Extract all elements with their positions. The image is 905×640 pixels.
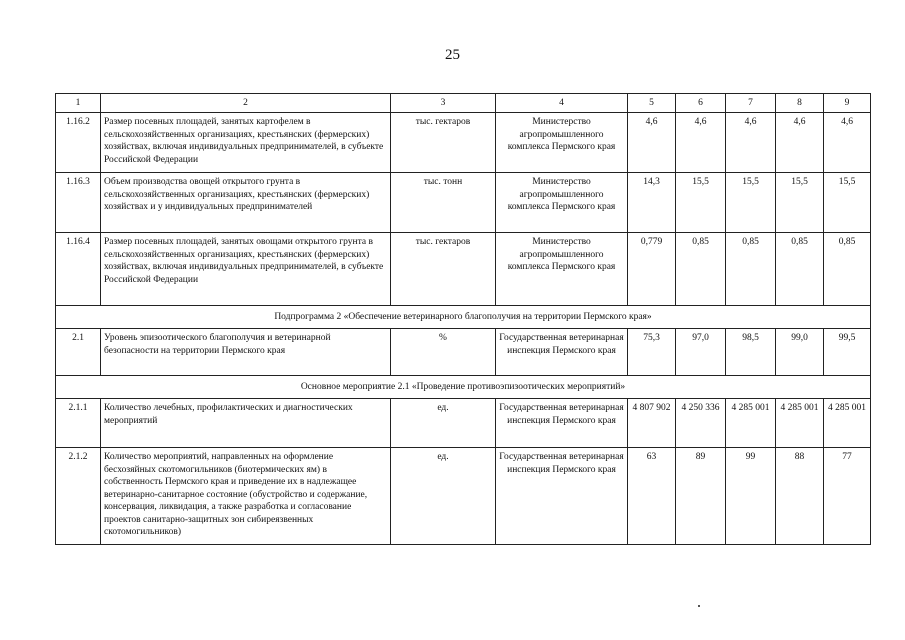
value-col8: 4,6 [776,113,824,173]
value-col9: 99,5 [824,329,871,376]
value-col9: 4 285 001 [824,399,871,448]
responsible-org: Министерство агропромышленного комплекса Пермского края [496,233,628,306]
header-cell: 6 [676,94,726,113]
indicator-name: Размер посевных площадей, занятых овощами открытого грунта в сельскохозяйственных организациях, крестьянских (фермерских) хозяйствах, включая индивидуальных предпринимателей, в субъекте Российской Федерации [101,233,391,306]
value-col5: 4 807 902 [628,399,676,448]
scan-speck [698,605,700,607]
value-col6: 0,85 [676,233,726,306]
value-col6: 89 [676,448,726,545]
table-row [56,329,871,376]
value-col7: 99 [726,448,776,545]
responsible-org: Министерство агропромышленного комплекса Пермского края [496,173,628,233]
unit: % [391,329,496,376]
value-col6: 4,6 [676,113,726,173]
section-heading-row [56,306,871,329]
value-col8: 99,0 [776,329,824,376]
unit: тыс. гектаров [391,233,496,306]
header-cell: 3 [391,94,496,113]
main-activity-heading: Основное мероприятие 2.1 «Проведение противоэпизоотических мероприятий» [56,376,871,399]
header-cell: 1 [56,94,101,113]
responsible-org: Министерство агропромышленного комплекса Пермского края [496,113,628,173]
header-cell: 9 [824,94,871,113]
page-number: 25 [445,47,460,63]
value-col7: 4,6 [726,113,776,173]
unit: ед. [391,448,496,545]
indicator-name: Объем производства овощей открытого грунта в сельскохозяйственных организациях, крестьянских (фермерских) хозяйствах и у индивидуальных предпринимателей [101,173,391,233]
value-col7: 0,85 [726,233,776,306]
header-cell: 7 [726,94,776,113]
indicators-table [55,93,871,545]
section-heading-row [56,376,871,399]
value-col7: 15,5 [726,173,776,233]
row-number: 1.16.2 [56,113,101,173]
indicator-name: Количество мероприятий, направленных на оформление бесхозяйных скотомогильников (биотермических ям) в собственность Пермского края и приведение их в надлежащее ветеринарно-санитарное состояние (обустройство и содержание, консервация, ликвидация, а также разработка и согласование проектов санитарно-защитных зон сибиреязвенных скотомогильников) [101,448,391,545]
row-number: 1.16.4 [56,233,101,306]
value-col8: 0,85 [776,233,824,306]
value-col6: 15,5 [676,173,726,233]
value-col9: 4,6 [824,113,871,173]
table-row [56,399,871,448]
value-col9: 0,85 [824,233,871,306]
indicator-name: Размер посевных площадей, занятых картофелем в сельскохозяйственных организациях, крестьянских (фермерских) хозяйствах, включая индивидуальных предпринимателей, в субъекте Российской Федерации [101,113,391,173]
value-col5: 4,6 [628,113,676,173]
value-col6: 4 250 336 [676,399,726,448]
header-cell: 2 [101,94,391,113]
unit: тыс. тонн [391,173,496,233]
table-row [56,233,871,306]
row-number: 1.16.3 [56,173,101,233]
value-col8: 4 285 001 [776,399,824,448]
value-col5: 0,779 [628,233,676,306]
responsible-org: Государственная ветеринарная инспекция Пермского края [496,448,628,545]
value-col8: 88 [776,448,824,545]
row-number: 2.1.2 [56,448,101,545]
value-col7: 4 285 001 [726,399,776,448]
indicator-name: Уровень эпизоотического благополучия и ветеринарной безопасности на территории Пермского края [101,329,391,376]
responsible-org: Государственная ветеринарная инспекция Пермского края [496,329,628,376]
header-cell: 4 [496,94,628,113]
value-col9: 77 [824,448,871,545]
table-row [56,448,871,545]
table-header-row [56,94,871,113]
table-row [56,113,871,173]
value-col5: 14,3 [628,173,676,233]
header-cell: 5 [628,94,676,113]
indicator-name: Количество лечебных, профилактических и диагностических мероприятий [101,399,391,448]
value-col5: 63 [628,448,676,545]
row-number: 2.1.1 [56,399,101,448]
table-row [56,173,871,233]
responsible-org: Государственная ветеринарная инспекция Пермского края [496,399,628,448]
value-col5: 75,3 [628,329,676,376]
unit: тыс. гектаров [391,113,496,173]
value-col8: 15,5 [776,173,824,233]
row-number: 2.1 [56,329,101,376]
unit: ед. [391,399,496,448]
value-col9: 15,5 [824,173,871,233]
value-col6: 97,0 [676,329,726,376]
value-col7: 98,5 [726,329,776,376]
subprogram-heading: Подпрограмма 2 «Обеспечение ветеринарного благополучия на территории Пермского края» [56,306,871,329]
header-cell: 8 [776,94,824,113]
